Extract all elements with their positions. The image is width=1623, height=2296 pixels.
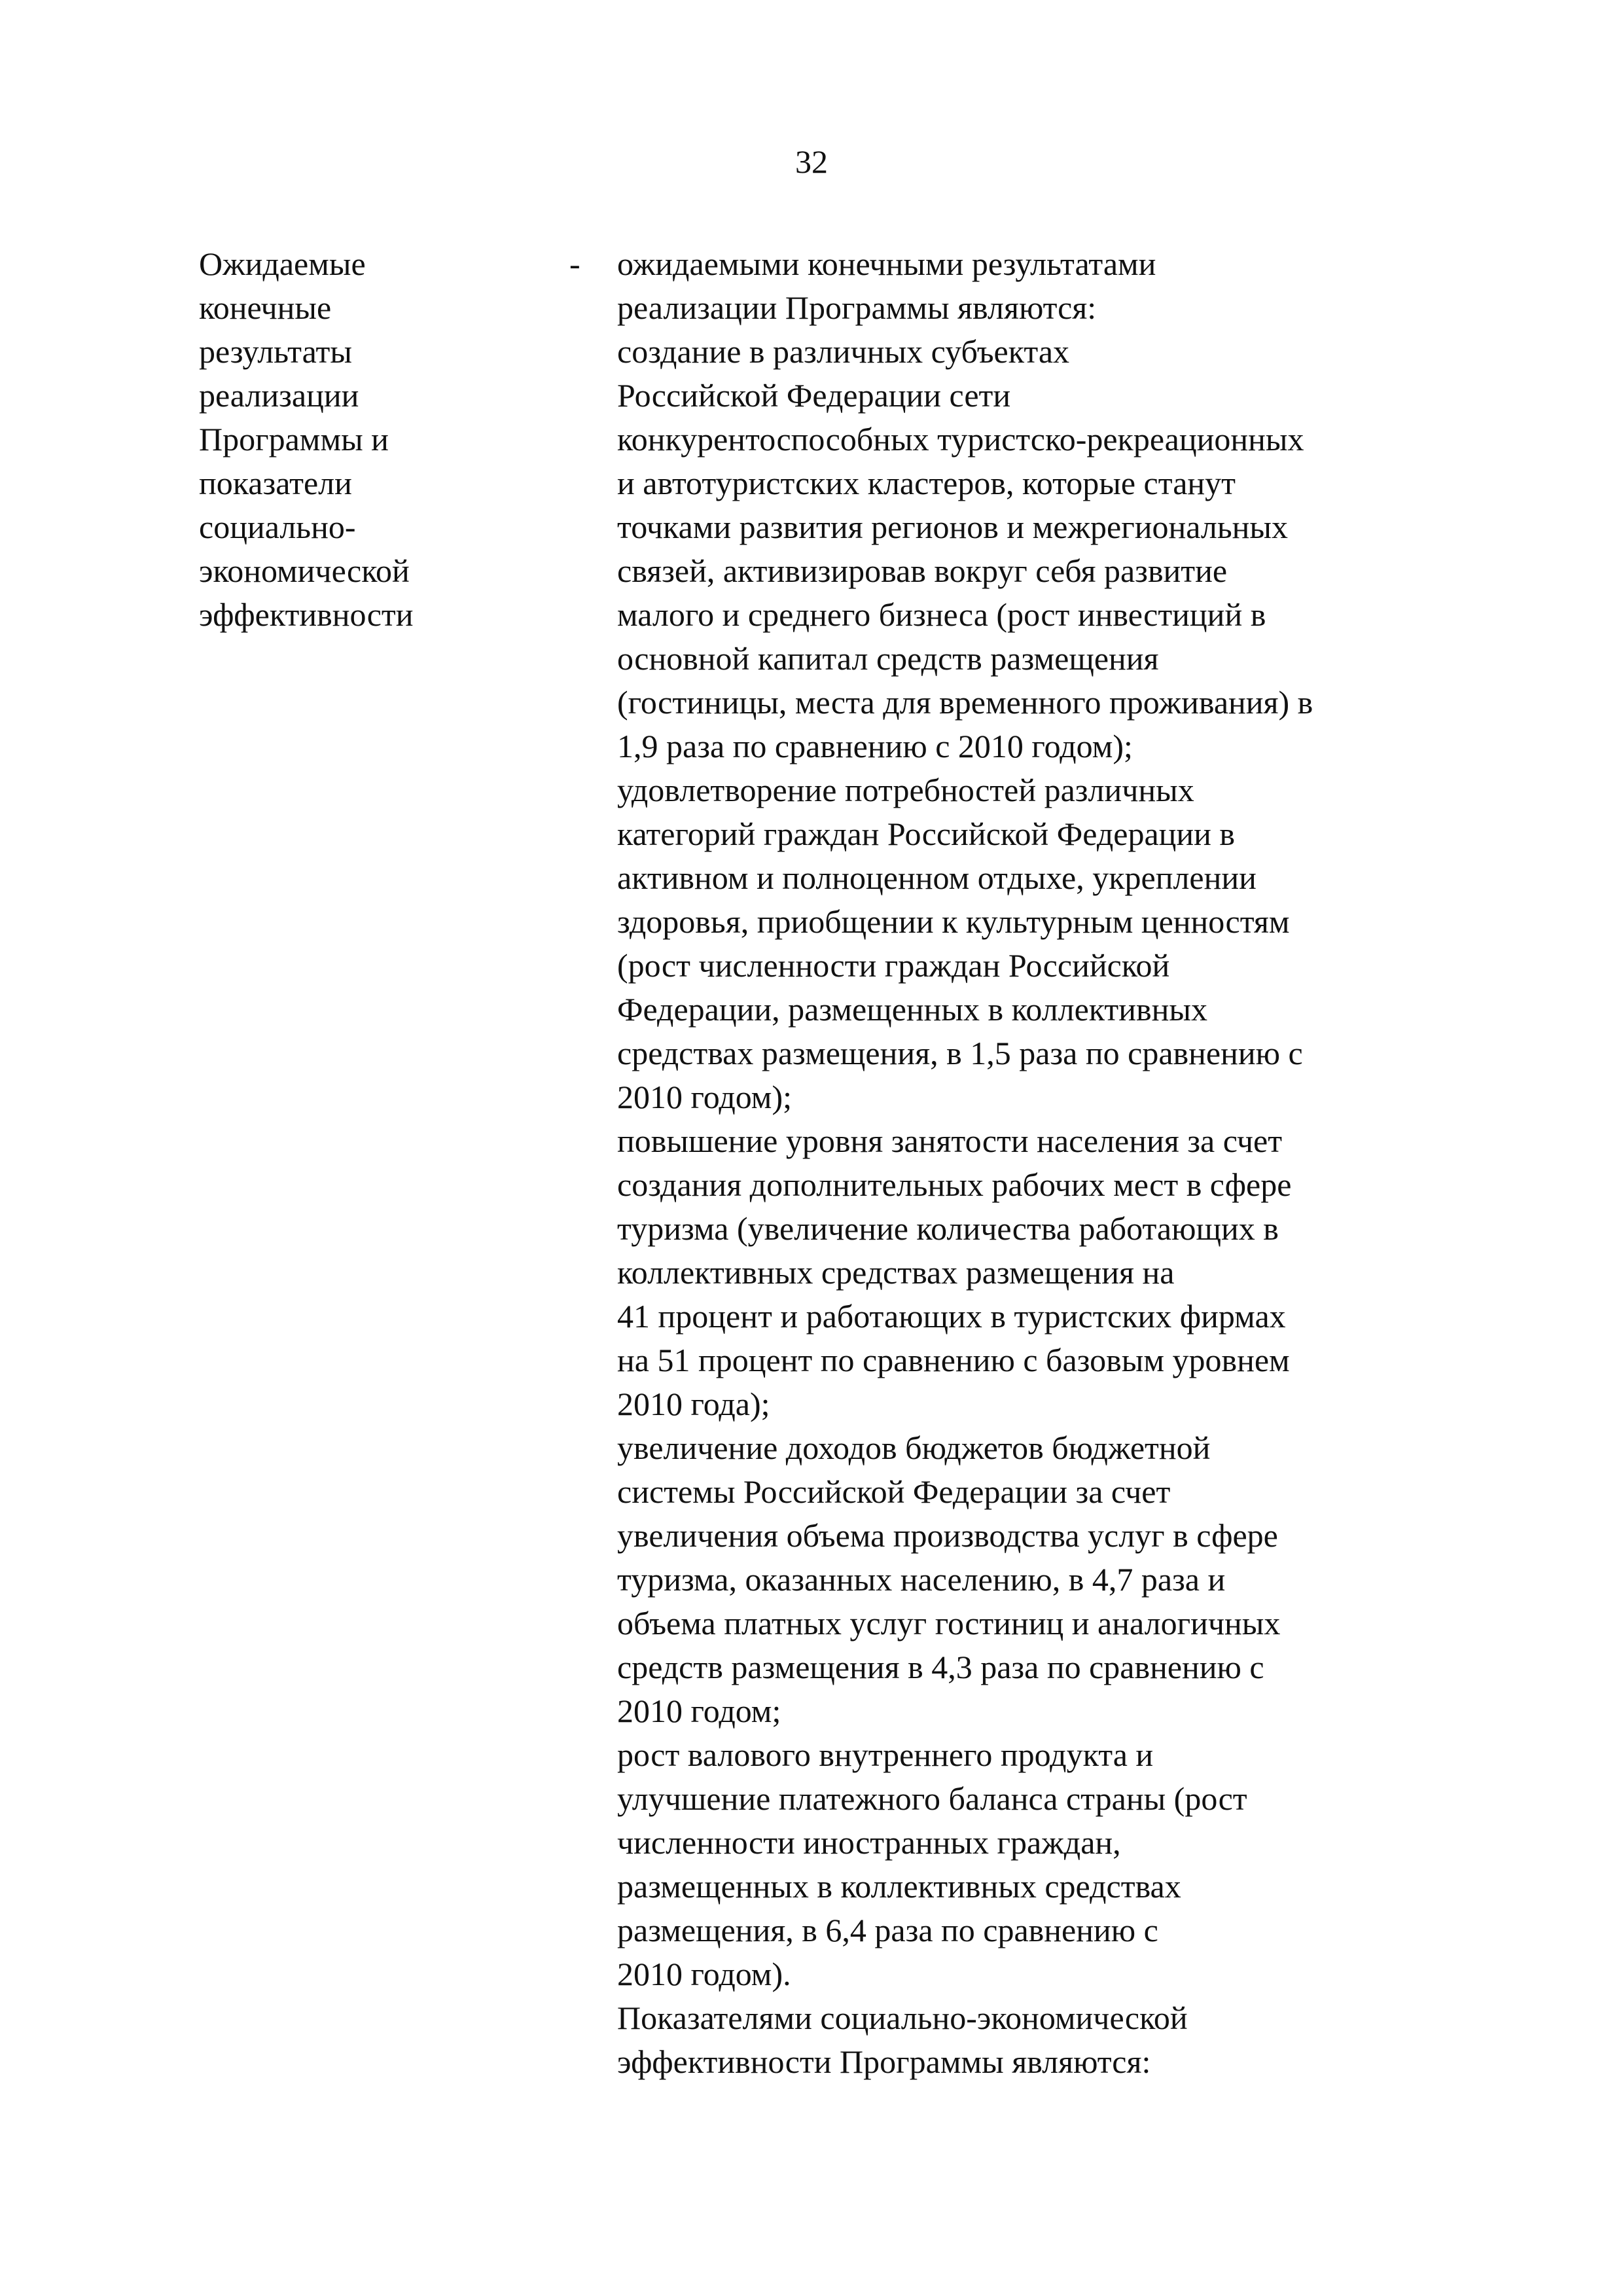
- body-text-line: основной капитал средств размещения: [617, 640, 1159, 677]
- body-text-line: 41 процент и работающих в туристских фирмах: [617, 1298, 1286, 1335]
- section-heading: [199, 242, 474, 637]
- body-text-line: здоровья, приобщении к культурным ценностям: [617, 903, 1290, 940]
- body-text-line: удовлетворение потребностей различных: [617, 772, 1194, 808]
- body-text-line: 2010 годом);: [617, 1079, 792, 1115]
- body-text-line: малого и среднего бизнеса (рост инвестиций в: [617, 596, 1266, 633]
- body-text-line: 2010 годом;: [617, 1693, 781, 1729]
- body-text-line: 2010 годом).: [617, 1956, 791, 1992]
- body-text-line: повышение уровня занятости населения за счет: [617, 1122, 1283, 1159]
- body-text-line: 2010 года);: [617, 1386, 770, 1422]
- body-text-line: создания дополнительных рабочих мест в сфере: [617, 1166, 1292, 1203]
- body-text-line: категорий граждан Российской Федерации в: [617, 816, 1236, 852]
- body-text-line: реализации Программы являются:: [617, 289, 1097, 326]
- body-text-line: средствах размещения, в 1,5 раза по сравнению с: [617, 1035, 1303, 1071]
- body-text-line: Российской Федерации сети: [617, 377, 1011, 414]
- heading-line: Программы и: [199, 421, 389, 457]
- body-text-line: точками развития регионов и межрегиональных: [617, 509, 1288, 545]
- body-text-line: средств размещения в 4,3 раза по сравнению с: [617, 1649, 1264, 1685]
- body-text-line: туризма, оказанных населению, в 4,7 раза и: [617, 1561, 1226, 1598]
- body-text-line: конкурентоспособных туристско-рекреационных: [617, 421, 1304, 457]
- body-text-line: рост валового внутреннего продукта и: [617, 1736, 1154, 1773]
- body-text-line: на 51 процент по сравнению с базовым уровнем: [617, 1342, 1290, 1378]
- body-text-line: (рост численности граждан Российской: [617, 947, 1170, 984]
- heading-line: эффективности: [199, 596, 414, 633]
- heading-line: реализации: [199, 377, 359, 414]
- body-text-line: Показателями социально-экономической: [617, 2000, 1188, 2036]
- body-text-line: улучшение платежного баланса страны (рост: [617, 1780, 1247, 1817]
- heading-line: Ожидаемые: [199, 245, 366, 282]
- body-text-line: активном и полноценном отдыхе, укреплении: [617, 859, 1257, 896]
- body-text-line: эффективности Программы являются:: [617, 2043, 1151, 2080]
- body-text-line: размещения, в 6,4 раза по сравнению с: [617, 1912, 1158, 1948]
- heading-line: конечные: [199, 289, 332, 326]
- body-text-line: увеличения объема производства услуг в сфере: [617, 1517, 1278, 1554]
- heading-line: показатели: [199, 465, 352, 501]
- body-text-line: (гостиницы, места для временного проживания) в: [617, 684, 1313, 721]
- body-text-line: 1,9 раза по сравнению с 2010 годом);: [617, 728, 1133, 764]
- section-body: [617, 242, 1455, 2084]
- body-text-line: размещенных в коллективных средствах: [617, 1868, 1181, 1905]
- body-text-line: и автотуристских кластеров, которые станут: [617, 465, 1236, 501]
- heading-line: экономической: [199, 552, 410, 589]
- dash-separator: [569, 242, 596, 286]
- body-text-line: связей, активизировав вокруг себя развитие: [617, 552, 1228, 589]
- body-text-line: создание в различных субъектах: [617, 333, 1070, 370]
- body-text-line: туризма (увеличение количества работающих в: [617, 1210, 1279, 1247]
- body-text-line: объема платных услуг гостиниц и аналогичных: [617, 1605, 1281, 1641]
- body-text-line: Федерации, размещенных в коллективных: [617, 991, 1208, 1028]
- page-number: 32: [795, 143, 828, 180]
- heading-line: результаты: [199, 333, 352, 370]
- body-text-line: увеличение доходов бюджетов бюджетной: [617, 1429, 1211, 1466]
- dash-glyph: -: [569, 245, 580, 282]
- body-text-line: численности иностранных граждан,: [617, 1824, 1121, 1861]
- body-text-line: системы Российской Федерации за счет: [617, 1473, 1171, 1510]
- heading-line: социально-: [199, 509, 356, 545]
- body-text-line: ожидаемыми конечными результатами: [617, 245, 1156, 282]
- body-text-line: коллективных средствах размещения на: [617, 1254, 1175, 1291]
